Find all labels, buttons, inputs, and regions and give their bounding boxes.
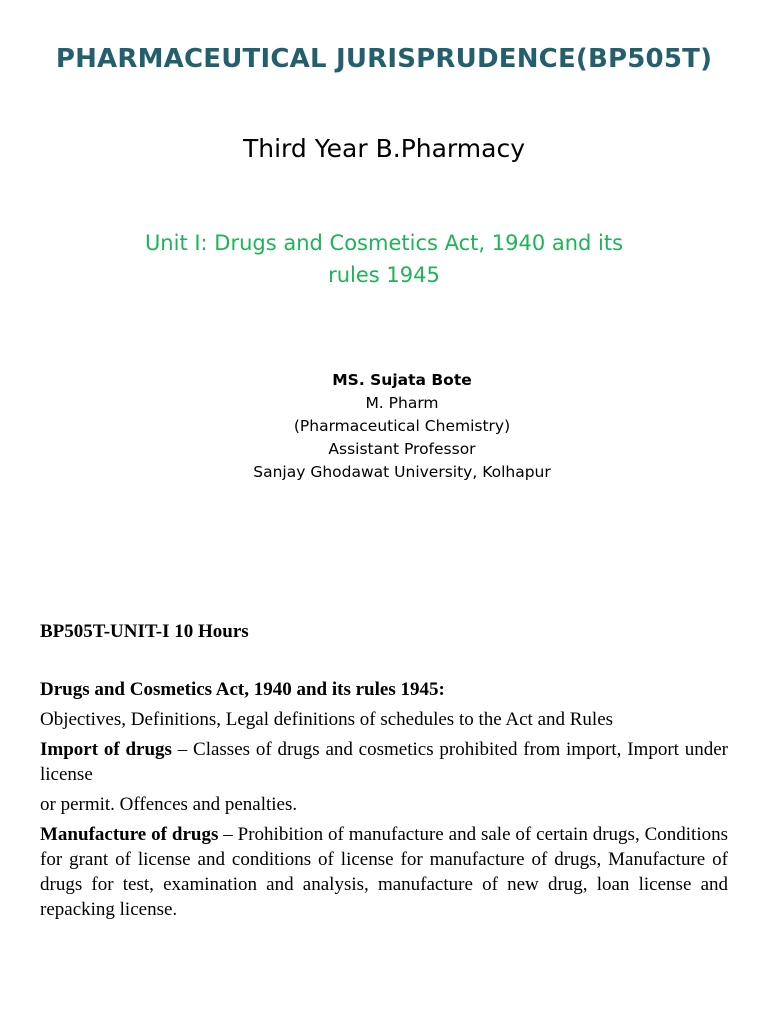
author-institution: Sanjay Ghodawat University, Kolhapur bbox=[253, 463, 551, 481]
author-specialization: (Pharmaceutical Chemistry) bbox=[293, 417, 511, 435]
import-continuation: or permit. Offences and penalties. bbox=[40, 794, 298, 815]
manufacture-paragraph bbox=[40, 822, 728, 922]
course-year: Third Year B.Pharmacy bbox=[243, 134, 525, 163]
import-paragraph bbox=[40, 737, 728, 787]
manufacture-label: Manufacture of drugs bbox=[40, 824, 219, 845]
author-name: MS. Sujata Bote bbox=[332, 371, 472, 389]
unit-title-line-2: rules 1945 bbox=[328, 263, 440, 287]
syllabus-heading: BP505T-UNIT-I 10 Hours bbox=[40, 621, 249, 642]
section-heading: Drugs and Cosmetics Act, 1940 and its rules 1945: bbox=[40, 679, 445, 700]
unit-title bbox=[134, 227, 634, 291]
unit-title-line-1: Unit I: Drugs and Cosmetics Act, 1940 and its bbox=[144, 231, 624, 255]
objectives-paragraph: Objectives, Definitions, Legal definitions of schedules to the Act and Rules bbox=[40, 709, 614, 730]
author-degree: M. Pharm bbox=[365, 394, 439, 412]
manufacture-text: – Prohibition of manufacture and sale of certain drugs, Conditions for grant of license and conditions of license for manufacture of drugs, Manufacture of drugs for test, examination and analysis, manufacture of new drug, loan license and repacking license. bbox=[40, 824, 728, 920]
import-text: – Classes of drugs and cosmetics prohibited from import, Import under license bbox=[40, 739, 728, 785]
import-label: Import of drugs bbox=[40, 739, 172, 760]
document-title: PHARMACEUTICAL JURISPRUDENCE(BP505T) bbox=[55, 44, 713, 74]
author-block bbox=[0, 369, 768, 484]
author-designation: Assistant Professor bbox=[328, 440, 476, 458]
syllabus-section bbox=[40, 620, 728, 927]
